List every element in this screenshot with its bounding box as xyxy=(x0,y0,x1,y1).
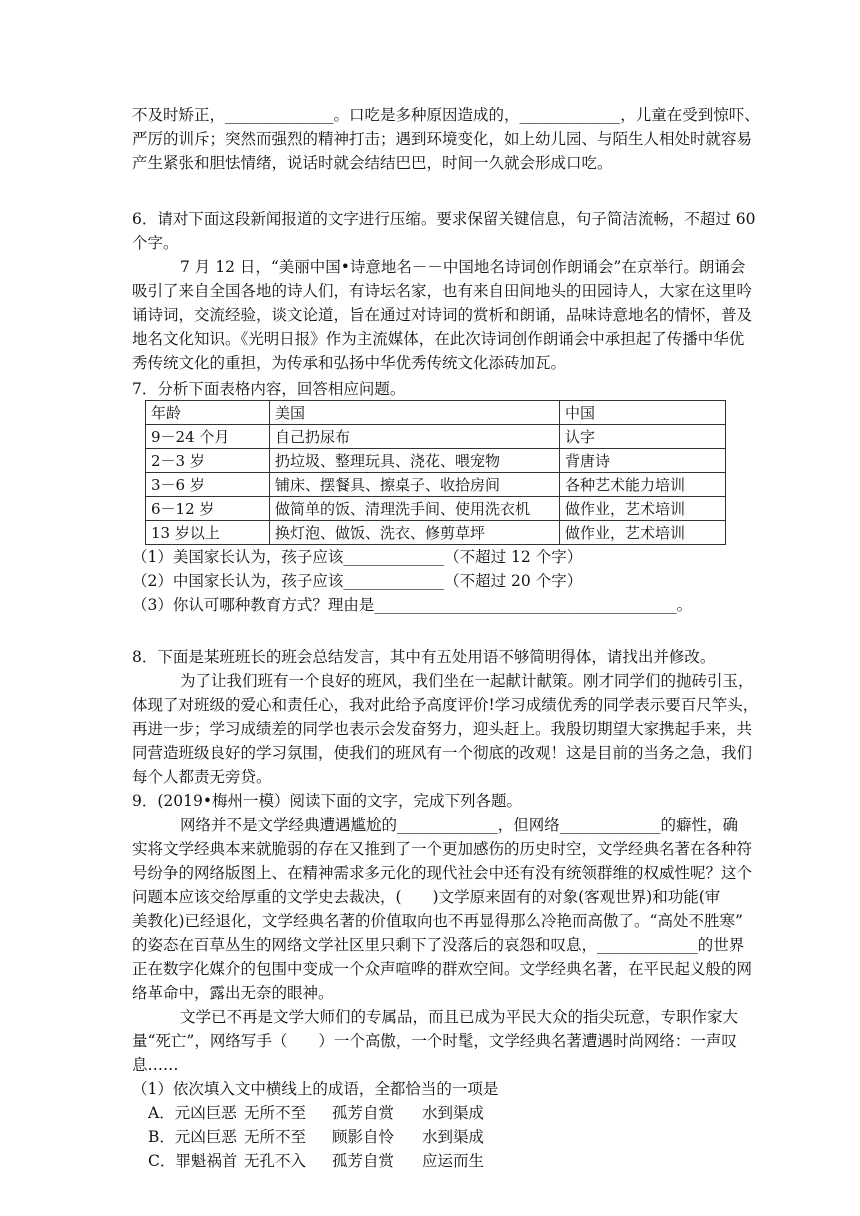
option-term: 无所不至 xyxy=(244,1104,307,1122)
answer-option xyxy=(148,1101,484,1125)
text-line: 网络并不是文学经典遭遇尴尬的_____________，但网络_____________的癖性，确 xyxy=(180,816,739,834)
text-line: 络革命中，露出无奈的眼神。 xyxy=(132,984,334,1002)
text-line: 秀传统文化的重担，为传承和弘扬中华优秀传统文化添砖加瓦。 xyxy=(132,354,567,372)
text-line: 每个人都责无旁贷。 xyxy=(132,768,272,786)
table-cell: 换灯泡、做饭、洗衣、修剪草坪 xyxy=(270,521,560,545)
option-term: C．罪魁祸首 xyxy=(148,1152,238,1170)
table-row xyxy=(146,425,726,449)
text-line: 9．(2019•梅州一模）阅读下面的文字，完成下列各题。 xyxy=(132,792,522,810)
text-line: 7 月 12 日，“美丽中国•诗意地名－－中国地名诗词创作朗诵会”在京举行。朗诵会 xyxy=(180,258,746,276)
text-line: 体现了对班级的爱心和责任心，我对此给予高度评价!学习成绩优秀的同学表示要百尺竿头， xyxy=(132,696,759,714)
text-line: 息…… xyxy=(132,1056,179,1074)
text-line: 文学已不再是文学大师们的专属品，而且已成为平民大众的指尖玩意，专职作家大 xyxy=(180,1008,739,1026)
option-term: B．元凶巨恶 xyxy=(148,1128,237,1146)
option-term: 应运而生 xyxy=(422,1152,485,1170)
answer-option xyxy=(148,1149,484,1173)
text-line: 8．下面是某班班长的班会总结发言，其中有五处用语不够简明得体，请找出并修改。 xyxy=(132,648,716,666)
table-cell: 背唐诗 xyxy=(560,449,726,473)
table-cell: 各种艺术能力培训 xyxy=(560,473,726,497)
text-line: 实将文学经典本来就脆弱的存在又推到了一个更加感伤的历史时空，文学经典名著在各种符 xyxy=(132,840,753,858)
text-line: 为了让我们班有一个良好的班风，我们坐在一起献计献策。刚才同学们的抛砖引玉， xyxy=(180,672,754,690)
table-row xyxy=(146,521,726,545)
text-line: （2）中国家长认为，孩子应该_____________（不超过 20 个字） xyxy=(132,572,583,590)
text-line: 诵诗词，交流经验，谈文论道，旨在通过对诗词的赏析和朗诵，品味诗意地名的情怀，普及 xyxy=(132,306,753,324)
text-line: 7．分析下面表格内容，回答相应问题。 xyxy=(132,380,406,398)
text-line: 再进一步；学习成绩差的同学也表示会发奋努力，迎头赶上。我殷切期望大家携起手来，共 xyxy=(132,720,753,738)
table-cell: 做作业，艺术培训 xyxy=(560,521,726,545)
text-line: （1）依次填入文中横线上的成语，全都恰当的一项是 xyxy=(132,1080,499,1098)
table-cell: 认字 xyxy=(560,425,726,449)
table-header-cell: 中国 xyxy=(560,401,726,425)
text-line: 号纷争的网络版图上、在精神需求多元化的现代社会中还有没有统领群维的权威性呢？这个 xyxy=(132,864,753,882)
table-cell: 2－3 岁 xyxy=(146,449,270,473)
option-term: A．元凶巨恶 xyxy=(148,1104,237,1122)
text-line: （3）你认可哪种教育方式？理由是_______________________________________。 xyxy=(132,596,693,614)
text-line: 不及时矫正，______________。口吃是多种原因造成的，_____________，儿童在受到惊吓、 xyxy=(132,106,760,124)
option-term: 无所不至 xyxy=(244,1128,307,1146)
text-line: 的姿态在百草丛生的网络文学社区里只剩下了没落后的哀怨和叹息，_____________的世界 xyxy=(132,936,745,954)
text-line: 个字。 xyxy=(132,234,179,252)
text-line: 产生紧张和胆怯情绪，说话时就会结结巴巴，时间一久就会形成口吃。 xyxy=(132,154,613,172)
text-line: 严厉的训斥；突然而强烈的精神打击；遇到环境变化，如上幼儿园、与陌生人相处时就容易 xyxy=(132,130,753,148)
table-header-cell: 年龄 xyxy=(146,401,270,425)
table-cell: 做简单的饭、清理洗手间、使用洗衣机 xyxy=(270,497,560,521)
option-term: 孤芳自赏 xyxy=(332,1152,395,1170)
text-line: 量“死亡”，网络写手（ ）一个高傲，一个时髦，文学经典名著遭遇时尚网络：一声叹 xyxy=(132,1032,737,1050)
text-line: 同营造班级良好的学习氛围，使我们的班风有一个彻底的改观！这是目前的当务之急，我们 xyxy=(132,744,753,762)
option-term: 顾影自怜 xyxy=(332,1128,395,1146)
text-line: 吸引了来自全国各地的诗人们，有诗坛名家，也有来自田间地头的田园诗人，大家在这里吟 xyxy=(132,282,753,300)
text-line: 正在数字化媒介的包围中变成一个众声喧哗的群欢空间。文学经典名著，在平民起义般的网 xyxy=(132,960,753,978)
text-line: 地名文化知识。《光明日报》作为主流媒体，在此次诗词创作朗诵会中承担起了传播中华优 xyxy=(132,330,745,348)
text-line: （1）美国家长认为，孩子应该_____________（不超过 12 个字） xyxy=(132,548,583,566)
answer-option xyxy=(148,1125,484,1149)
table-cell: 6－12 岁 xyxy=(146,497,270,521)
table-row xyxy=(146,497,726,521)
table-row xyxy=(146,473,726,497)
text-line: 问题本应该交给厚重的文学史去裁决，( )文学原来固有的对象(客观世界)和功能(审 xyxy=(132,888,721,906)
table-cell: 13 岁以上 xyxy=(146,521,270,545)
table-header-cell: 美国 xyxy=(270,401,560,425)
text-line: 6．请对下面这段新闻报道的文字进行压缩。要求保留关键信息，句子简洁流畅，不超过 60 xyxy=(132,210,756,228)
table-cell: 3－6 岁 xyxy=(146,473,270,497)
text-line: 美教化)已经退化，文学经典名著的价值取向也不再显得那么冷艳而高傲了。“高处不胜寒” xyxy=(132,912,743,930)
table-cell: 自己扔尿布 xyxy=(270,425,560,449)
option-term: 水到渠成 xyxy=(422,1128,485,1146)
table-cell: 扔垃圾、整理玩具、浇花、喂宠物 xyxy=(270,449,560,473)
table-cell: 做作业，艺术培训 xyxy=(560,497,726,521)
table-header-row xyxy=(146,401,726,425)
table-row xyxy=(146,449,726,473)
option-term: 无孔不入 xyxy=(244,1152,307,1170)
comparison-table xyxy=(145,400,726,545)
table-cell: 铺床、摆餐具、擦桌子、收拾房间 xyxy=(270,473,560,497)
option-term: 孤芳自赏 xyxy=(332,1104,395,1122)
option-term: 水到渠成 xyxy=(422,1104,485,1122)
table-cell: 9－24 个月 xyxy=(146,425,270,449)
